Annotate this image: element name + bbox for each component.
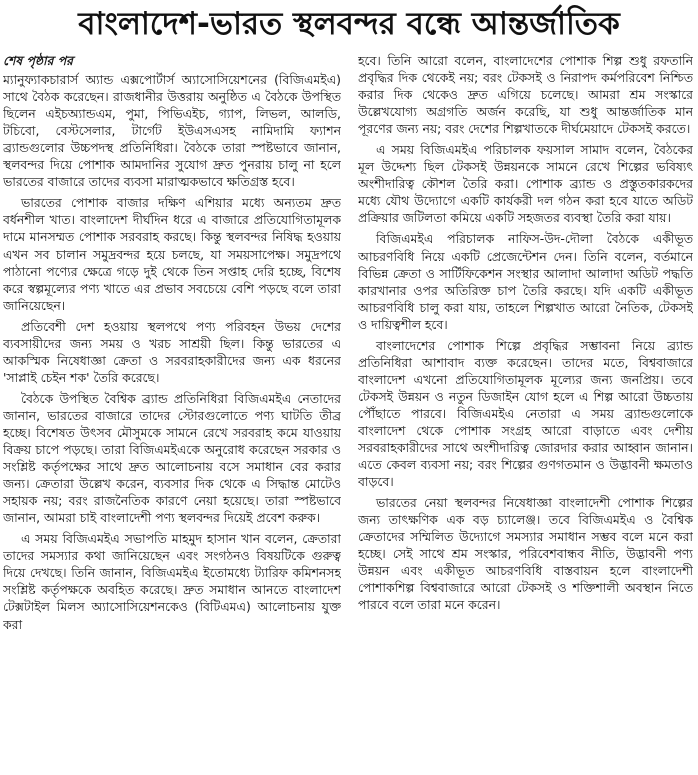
- continued-from-label: শেষ পৃষ্ঠার পর: [3, 53, 73, 68]
- article-column-left: [3, 52, 341, 771]
- article-paragraph: বৈঠকে উপস্থিত বৈশ্বিক ব্র্যান্ড প্রতিনিধিরা বিজিএমইএ নেতাদের জানান, ভারতের বাজারে তাদের স্টোরগুলোতে পণ্য ঘাটতি তীব্র হচ্ছে। বিশেষত উৎসব মৌসুমকে সামনে রেখে সরবরাহ কমে যাওয়ায় বিক্রয় চাপে পড়ছে। তারা বিজিএমইএকে অনুরোধ করেছেন সরকার ও সংশ্লিষ্ট কর্তৃপক্ষের সাথে দ্রুত আলোচনায় বসে সমাধান বের করার জন্য। ক্রেতারা উল্লেখ করেন, ব্যবসার দিক থেকে এ সিদ্ধান্ত মোটেও সহায়ক নয়; বরং রাজনৈতিক কারণে নেয়া হয়েছে। তারা স্পষ্টভাবে জানান, আমরা চাই বাংলাদেশী পণ্য স্থলবন্দর দিয়েই প্রবেশ করুক।: [3, 390, 341, 526]
- article-paragraph: বাংলাদেশের পোশাক শিল্পে প্রবৃদ্ধির সম্ভাবনা নিয়ে ব্র্যান্ড প্রতিনিধিরা আশাবাদ ব্যক্ত করেছেন। তাদের মতে, বিশ্ববাজারে বাংলাদেশ এখনো প্রতিযোগিতামূলক মূল্যের জন্য জনপ্রিয়। তবে টেকসই উন্নয়ন ও নতুন ডিজাইন যোগ হলে এ শিল্প আরো উচ্চতায় পৌঁছাতে পারবে। বিজিএমইএ নেতারা এ সময় ব্র্যান্ডগুলোকে বাংলাদেশ থেকে পোশাক সংগ্রহ আরো বাড়াতে এবং দেশীয় সরবরাহকারীদের সাথে অংশীদারিত্ব জোরদার করার আহ্বান জানান। এতে কেবল ব্যবসা নয়; বরং শিল্পের গুণগতমান ও উদ্ভাবনী ক্ষমতাও বাড়বে।: [358, 337, 693, 490]
- article-paragraph: প্রতিবেশী দেশ হওয়ায় স্থলপথে পণ্য পরিবহন উভয় দেশের ব্যবসায়ীদের জন্য সময় ও খরচ সাশ্রয়ী ছিল। কিন্তু ভারতের এ আকস্মিক নিষেধাজ্ঞা ক্রেতা ও সরবরাহকারীদের জন্য এক ধরনের 'সাপ্লাই চেইন শক' তৈরি করেছে।: [3, 318, 341, 385]
- article-column-right: [358, 52, 693, 771]
- article-paragraph: হবে। তিনি আরো বলেন, বাংলাদেশের পোশাক শিল্প শুধু রফতানি প্রবৃদ্ধির দিক থেকেই নয়; বরং টেকসই ও নিরাপদ কর্মপরিবেশ নিশ্চিত করার দিক থেকেও দ্রুত এগিয়ে চলেছে। আমরা শ্রম সংস্কারে উল্লেখযোগ্য অগ্রগতি অর্জন করেছি, যা শুধু আন্তর্জাতিক মান পূরণের জন্য নয়; বরং দেশের শিল্পখাতকে দীর্ঘমেয়াদে টেকসই করতে।: [358, 53, 693, 137]
- article-paragraph: বিজিএমইএ পরিচালক নাফিস-উদ-দৌলা বৈঠকে একীভূত আচরণবিধি নিয়ে একটি প্রেজেন্টেশন দেন। তিনি বলেন, বর্তমানে বিভিন্ন ক্রেতা ও সার্টিফিকেশন সংস্থার আলাদা আলাদা অডিট পদ্ধতি কারখানার ওপর অতিরিক্ত চাপ তৈরি করছে। যদি একটি একীভূত আচরণবিধি চালু করা যায়, তাহলে শিল্পখাত আরো নৈতিক, টেকসই ও দায়িত্বশীল হবে।: [358, 231, 693, 332]
- article-paragraph: ভারতের পোশাক বাজার দক্ষিণ এশিয়ার মধ্যে অন্যতম দ্রুত বর্ধনশীল খাত। বাংলাদেশ দীর্ঘদিন ধরে এ বাজারে প্রতিযোগিতামূলক দামে মানসম্মত পোশাক সরবরাহ করছে। কিন্তু স্থলবন্দর নিষিদ্ধ হওয়ায় এখন সব চালান সমুদ্রবন্দর হয়ে চলছে, যা সময়সাপেক্ষ। সমুদ্রপথে পাঠানো পণ্যের ক্ষেত্রে গড়ে দুই থেকে তিন সপ্তাহ দেরি হচ্ছে, বিশেষ করে স্বল্পমূল্যের পণ্য খাতে এর প্রভাব সবচেয়ে বেশি পড়ছে বলে তারা জানিয়েছেন।: [3, 195, 341, 313]
- headline: বাংলাদেশ-ভারত স্থলবন্দর বন্ধে আন্তর্জাতিক: [78, 6, 620, 42]
- article-paragraph: ভারতের নেয়া স্থলবন্দর নিষেধাজ্ঞা বাংলাদেশী পোশাক শিল্পের জন্য তাৎক্ষণিক এক বড় চ্যালেঞ্জ। তবে বিজিএমইএ ও বৈশ্বিক ক্রেতাদের সম্মিলিত উদ্যোগে সমস্যার সমাধান সম্ভব বলে মনে করা হচ্ছে। সেই সাথে শ্রম সংস্কার, পরিবেশবান্ধব নীতি, উদ্ভাবনী পণ্য উন্নয়ন এবং একীভূত আচরণবিধি বাস্তবায়ন হলে বাংলাদেশী পোশাকশিল্প বিশ্ববাজারে আরো টেকসই ও শক্তিশালী অবস্থান নিতে পারবে বলে তারা মনে করেন।: [358, 495, 693, 613]
- article-paragraph: ম্যানুফ্যাকচারার্স অ্যান্ড এক্সপোর্টার্স অ্যাসোসিয়েশনের (বিজিএমইএ) সাথে বৈঠক করেছেন। রাজধানীর উত্তরায় অনুষ্ঠিত এ বৈঠকে উপস্থিত ছিলেন এইচঅ্যান্ডএম, পুমা, পিভিএইচ, গ্যাপ, লিভল, আলডি, টচিবো, বেস্টসেলার, টার্গেট ইউএসএসহ নামিদামি ফ্যাশন ব্র্যান্ডগুলোর উচ্চপদস্থ প্রতিনিধিরা। বৈঠকে তারা স্পষ্টভাবে জানান, স্থলবন্দর দিয়ে পোশাক আমদানির সুযোগ দ্রুত পুনরায় চালু না হলে ভারতের বাজারে তাদের ব্যবসা মারাত্মকভাবে ক্ষতিগ্রস্ত হবে।: [3, 72, 341, 190]
- article-paragraph: এ সময় বিজিএমইএ পরিচালক ফয়সাল সামাদ বলেন, বৈঠকের মূল উদ্দেশ্য ছিল টেকসই উন্নয়নকে সামনে রেখে শিল্পের ভবিষ্যৎ অংশীদারিত্ব কৌশল তৈরি করা। পোশাক ব্র্যান্ড ও প্রস্তুতকারকদের মধ্যে যৌথ উদ্যোগে একটি কার্যকরী দল গঠন করা হবে যাতে অডিট প্রক্রিয়ার জটিলতা কমিয়ে একটি সহজতর ব্যবস্থা তৈরি করা যায়।: [358, 142, 693, 226]
- article-paragraph: এ সময় বিজিএমইএ সভাপতি মাহমুদ হাসান খান বলেন, ক্রেতারা তাদের সমস্যার কথা জানিয়েছেন এবং সংগঠনও বিষয়টিকে গুরুত্ব দিয়ে দেখছে। তিনি জানান, বিজিএমইএ ইতোমধ্যে ট্যারিফ কমিশনসহ সংশ্লিষ্ট কর্তৃপক্ষকে অবহিত করেছে। দ্রুত সমাধান আনতে বাংলাদেশ টেক্সটাইল মিলস অ্যাসোসিয়েশনকেও (বিটিএমএ) আলোচনায় যুক্ত করা: [3, 531, 341, 632]
